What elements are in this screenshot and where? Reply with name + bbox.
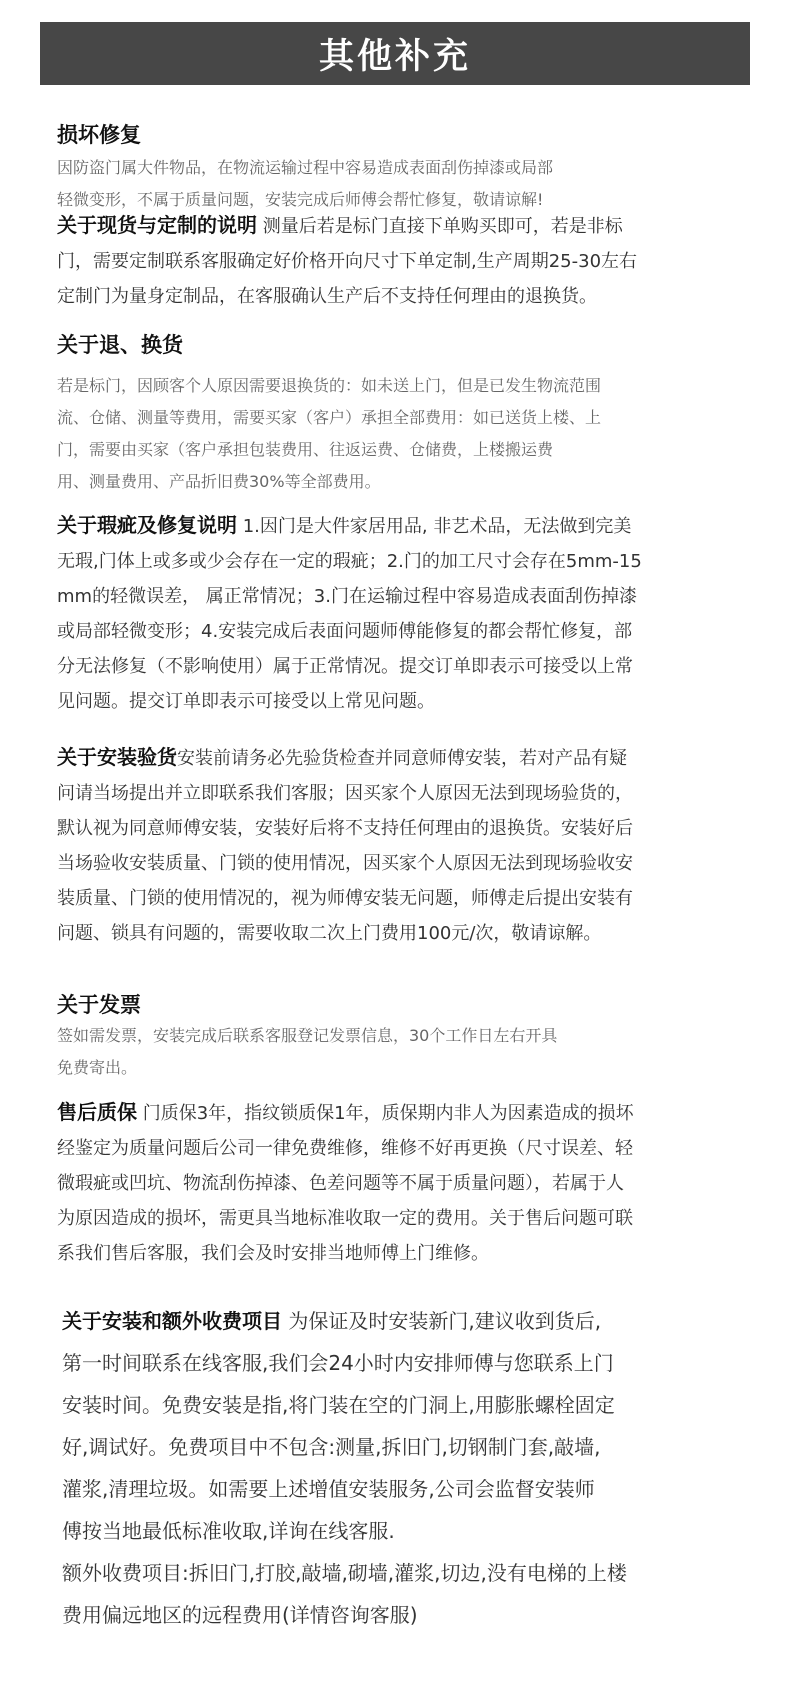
section-warranty <box>57 1095 737 1271</box>
section-title-invoice: 关于发票 <box>57 993 141 1017</box>
body-line: 系我们售后客服，我们会及时安排当地师傅上门维修。 <box>57 1243 489 1264</box>
body-line: 费用偏远地区的远程费用(详情咨询客服) <box>62 1603 418 1627</box>
body-line: 门，需要由买家（客户承担包装费用、往返运费、仓储费，上楼搬运费 <box>57 440 554 459</box>
section-inspection <box>57 740 737 951</box>
body-line: 问请当场提出并立即联系我们客服；因买家个人原因无法到现场验货的， <box>57 783 633 804</box>
body-line: 当场验收安装质量、门锁的使用情况，因买家个人原因无法到现场验收安 <box>57 853 633 874</box>
section-invoice <box>57 990 737 1084</box>
body-text: 门质保3年，指纹锁质保1年，质保期内非人为因素造成的损坏 <box>137 1103 634 1124</box>
body-line: 定制门为量身定制品，在客服确认生产后不支持任何理由的退换货。 <box>57 286 597 307</box>
section-body-damage <box>57 152 737 216</box>
body-line: 若是标门，因顾客个人原因需要退换货的：如未送上门，但是已发生物流范围 <box>57 376 602 395</box>
section-lead-warranty: 售后质保 <box>57 1100 137 1124</box>
body-text: 为保证及时安装新门,建议收到货后, <box>282 1309 602 1333</box>
body-line: 额外收费项目:拆旧门,打胶,敲墙,砌墙,灌浆,切边,没有电梯的上楼 <box>62 1561 627 1585</box>
section-returns <box>57 330 737 498</box>
body-line: 免费寄出。 <box>57 1058 138 1077</box>
page-title: 其他补充 <box>318 36 471 77</box>
body-line: 见问题。提交订单即表示可接受以上常见问题。 <box>57 691 435 712</box>
body-line: 第一时间联系在线客服,我们会24小时内安排师傅与您联系上门 <box>62 1351 614 1375</box>
section-install-fees <box>62 1300 742 1636</box>
header-banner <box>40 22 750 85</box>
body-line: 无瑕,门体上或多或少会存在一定的瑕疵；2.门的加工尺寸会存在5mm-15 <box>57 551 642 572</box>
body-line: 签如需发票，安装完成后联系客服登记发票信息，30个工作日左右开具 <box>57 1026 558 1045</box>
section-flaws <box>57 508 737 719</box>
body-line: 轻微变形，不属于质量问题，安装完成后师傅会帮忙修复，敬请谅解! <box>57 190 544 209</box>
section-title-returns: 关于退、换货 <box>57 333 183 357</box>
section-damage-repair <box>57 120 737 216</box>
body-line: 问题、锁具有问题的，需要收取二次上门费用100元/次，敬请谅解。 <box>57 923 602 944</box>
body-line: 为原因造成的损坏，需更具当地标准收取一定的费用。关于售后问题可联 <box>57 1208 633 1229</box>
body-line: 用、测量费用、产品折旧费30%等全部费用。 <box>57 472 381 491</box>
section-lead-inspection: 关于安装验货 <box>57 745 177 769</box>
body-line: 微瑕疵或凹坑、物流刮伤掉漆、色差问题等不属于质量问题），若属于人 <box>57 1173 624 1194</box>
body-line: 傅按当地最低标准收取,详询在线客服. <box>62 1519 395 1543</box>
section-lead-flaws: 关于瑕疵及修复说明 <box>57 513 237 537</box>
body-text: 测量后若是标门直接下单购买即可，若是非标 <box>257 216 623 237</box>
body-line: 因防盗门属大件物品，在物流运输过程中容易造成表面刮伤掉漆或局部 <box>57 158 554 177</box>
section-body-invoice <box>57 1020 737 1084</box>
body-text: 安装前请务必先验货检查并同意师傅安装，若对产品有疑 <box>177 748 627 769</box>
body-line: 门，需要定制联系客服确定好价格开向尺寸下单定制,生产周期25-30左右 <box>57 251 638 272</box>
body-line: 分无法修复（不影响使用）属于正常情况。提交订单即表示可接受以上常 <box>57 656 633 677</box>
body-line: 灌浆,清理垃圾。如需要上述增值安装服务,公司会监督安装师 <box>62 1477 595 1501</box>
body-line: mm的轻微误差， 属正常情况；3.门在运输过程中容易造成表面刮伤掉漆 <box>57 586 637 607</box>
body-line: 或局部轻微变形；4.安装完成后表面问题师傅能修复的都会帮忙修复，部 <box>57 621 633 642</box>
section-lead-custom: 关于现货与定制的说明 <box>57 213 257 237</box>
section-stock-custom <box>57 208 737 314</box>
body-line: 装质量、门锁的使用情况的，视为师傅安装无问题，师傅走后提出安装有 <box>57 888 633 909</box>
body-line: 默认视为同意师傅安装，安装好后将不支持任何理由的退换货。安装好后 <box>57 818 633 839</box>
section-title-damage: 损坏修复 <box>57 123 141 147</box>
section-lead-install: 关于安装和额外收费项目 <box>62 1309 282 1333</box>
body-line: 好,调试好。免费项目中不包含:测量,拆旧门,切钢制门套,敲墙, <box>62 1435 601 1459</box>
body-line: 流、仓储、测量等费用，需要买家（客户）承担全部费用：如已送货上楼、上 <box>57 408 602 427</box>
body-line: 经鉴定为质量问题后公司一律免费维修，维修不好再更换（尺寸误差、轻 <box>57 1138 633 1159</box>
section-body-returns <box>57 370 737 498</box>
body-text: 1.因门是大件家居用品, 非艺术品，无法做到完美 <box>237 516 632 537</box>
body-line: 安装时间。免费安装是指,将门装在空的门洞上,用膨胀螺栓固定 <box>62 1393 615 1417</box>
